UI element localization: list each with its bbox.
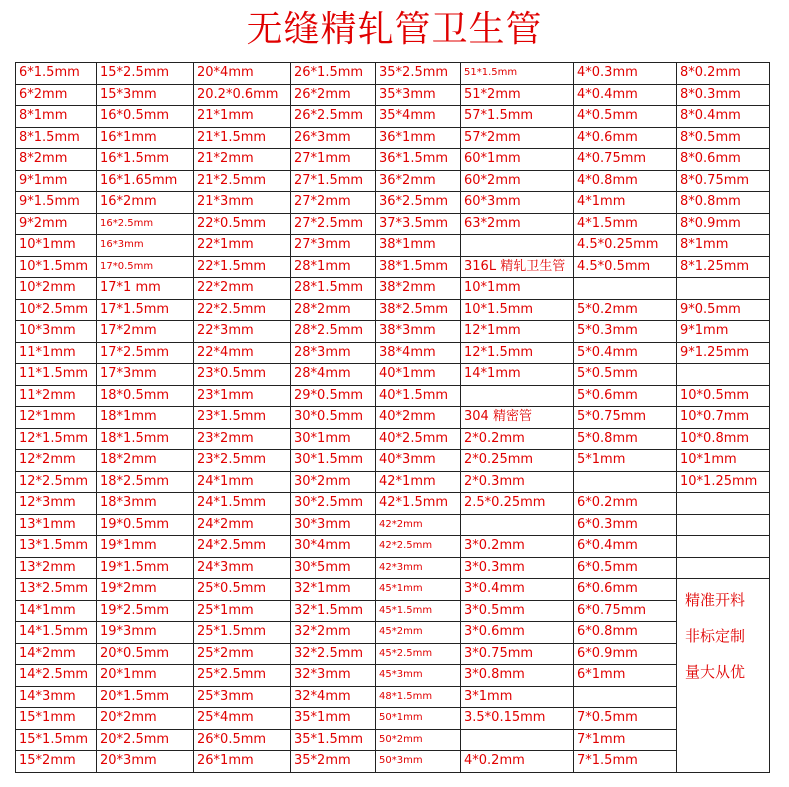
side-note-line: 精准开料 bbox=[685, 591, 746, 609]
table-cell: 20*1.5mm bbox=[97, 686, 194, 708]
table-cell: 8*0.2mm bbox=[677, 63, 770, 85]
table-row bbox=[16, 751, 770, 773]
table-cell: 10*1.5mm bbox=[461, 299, 574, 321]
table-row bbox=[16, 493, 770, 515]
table-row bbox=[16, 729, 770, 751]
table-cell: 10*0.7mm bbox=[677, 407, 770, 429]
table-cell: 32*4mm bbox=[291, 686, 376, 708]
side-note-line: 量大从优 bbox=[685, 663, 746, 681]
table-cell: 13*1mm bbox=[16, 514, 97, 536]
table-cell: 19*2.5mm bbox=[97, 600, 194, 622]
table-cell: 38*2mm bbox=[376, 278, 461, 300]
table-cell: 32*3mm bbox=[291, 665, 376, 687]
table-cell: 3*0.5mm bbox=[461, 600, 574, 622]
table-cell bbox=[461, 514, 574, 536]
table-cell: 38*4mm bbox=[376, 342, 461, 364]
table-cell: 8*1mm bbox=[677, 235, 770, 257]
table-cell: 7*1.5mm bbox=[574, 751, 677, 773]
table-cell: 4*1mm bbox=[574, 192, 677, 214]
table-cell: 16*1.65mm bbox=[97, 170, 194, 192]
table-row bbox=[16, 643, 770, 665]
table-cell: 20*3mm bbox=[97, 751, 194, 773]
table-cell: 8*1mm bbox=[16, 106, 97, 128]
table-cell: 8*2mm bbox=[16, 149, 97, 171]
table-cell: 30*0.5mm bbox=[291, 407, 376, 429]
table-row bbox=[16, 665, 770, 687]
table-cell: 19*1mm bbox=[97, 536, 194, 558]
table-cell: 35*2.5mm bbox=[376, 63, 461, 85]
table-cell: 2*0.3mm bbox=[461, 471, 574, 493]
table-cell: 11*1.5mm bbox=[16, 364, 97, 386]
table-cell: 9*1mm bbox=[677, 321, 770, 343]
table-cell: 50*3mm bbox=[376, 751, 461, 773]
table-row bbox=[16, 579, 770, 601]
table-cell: 10*3mm bbox=[16, 321, 97, 343]
table-cell: 21*1.5mm bbox=[194, 127, 291, 149]
table-cell: 22*0.5mm bbox=[194, 213, 291, 235]
table-cell bbox=[574, 278, 677, 300]
table-cell: 21*2.5mm bbox=[194, 170, 291, 192]
table-cell: 32*1.5mm bbox=[291, 600, 376, 622]
table-cell: 40*3mm bbox=[376, 450, 461, 472]
table-cell bbox=[461, 385, 574, 407]
table-cell: 24*3mm bbox=[194, 557, 291, 579]
table-cell: 16*2.5mm bbox=[97, 213, 194, 235]
table-cell: 12*3mm bbox=[16, 493, 97, 515]
table-cell: 10*0.5mm bbox=[677, 385, 770, 407]
table-cell: 27*1mm bbox=[291, 149, 376, 171]
table-cell: 48*1.5mm bbox=[376, 686, 461, 708]
table-cell: 60*2mm bbox=[461, 170, 574, 192]
table-cell: 8*0.5mm bbox=[677, 127, 770, 149]
table-cell: 16*1mm bbox=[97, 127, 194, 149]
table-cell: 4*0.4mm bbox=[574, 84, 677, 106]
table-cell: 12*1mm bbox=[461, 321, 574, 343]
table-cell: 3*0.75mm bbox=[461, 643, 574, 665]
table-cell: 4*0.5mm bbox=[574, 106, 677, 128]
table-cell bbox=[677, 278, 770, 300]
table-cell: 5*0.2mm bbox=[574, 299, 677, 321]
table-cell: 17*1 mm bbox=[97, 278, 194, 300]
table-cell: 10*1mm bbox=[677, 450, 770, 472]
table-cell: 6*0.9mm bbox=[574, 643, 677, 665]
table-cell: 23*0.5mm bbox=[194, 364, 291, 386]
table-cell: 27*3mm bbox=[291, 235, 376, 257]
table-cell: 3*0.6mm bbox=[461, 622, 574, 644]
table-cell: 13*2mm bbox=[16, 557, 97, 579]
table-row bbox=[16, 342, 770, 364]
table-cell: 25*4mm bbox=[194, 708, 291, 730]
table-cell: 21*2mm bbox=[194, 149, 291, 171]
table-cell: 36*2.5mm bbox=[376, 192, 461, 214]
table-cell: 14*1mm bbox=[461, 364, 574, 386]
table-cell: 9*1.5mm bbox=[16, 192, 97, 214]
table-cell: 21*1mm bbox=[194, 106, 291, 128]
table-row bbox=[16, 557, 770, 579]
table-cell: 11*2mm bbox=[16, 385, 97, 407]
table-cell: 15*3mm bbox=[97, 84, 194, 106]
table-cell: 6*0.6mm bbox=[574, 579, 677, 601]
table-cell: 14*3mm bbox=[16, 686, 97, 708]
table-cell: 5*0.5mm bbox=[574, 364, 677, 386]
table-cell: 12*1.5mm bbox=[461, 342, 574, 364]
table-cell bbox=[574, 686, 677, 708]
table-cell: 35*4mm bbox=[376, 106, 461, 128]
table-cell: 13*1.5mm bbox=[16, 536, 97, 558]
table-cell: 8*1.25mm bbox=[677, 256, 770, 278]
table-cell bbox=[677, 536, 770, 558]
table-cell bbox=[677, 514, 770, 536]
table-cell: 32*2mm bbox=[291, 622, 376, 644]
table-cell: 4*0.3mm bbox=[574, 63, 677, 85]
table-cell: 13*2.5mm bbox=[16, 579, 97, 601]
table-cell: 42*3mm bbox=[376, 557, 461, 579]
table-cell: 57*2mm bbox=[461, 127, 574, 149]
table-row bbox=[16, 149, 770, 171]
table-cell: 45*2mm bbox=[376, 622, 461, 644]
table-cell bbox=[461, 235, 574, 257]
table-cell: 15*2.5mm bbox=[97, 63, 194, 85]
table-cell: 6*0.3mm bbox=[574, 514, 677, 536]
table-cell: 30*3mm bbox=[291, 514, 376, 536]
table-row bbox=[16, 514, 770, 536]
table-cell: 24*2mm bbox=[194, 514, 291, 536]
table-cell: 9*1mm bbox=[16, 170, 97, 192]
table-cell: 30*1.5mm bbox=[291, 450, 376, 472]
table-cell: 26*1mm bbox=[194, 751, 291, 773]
table-cell: 14*1.5mm bbox=[16, 622, 97, 644]
table-cell: 3*1mm bbox=[461, 686, 574, 708]
table-cell: 12*1.5mm bbox=[16, 428, 97, 450]
table-cell: 26*1.5mm bbox=[291, 63, 376, 85]
table-cell: 51*1.5mm bbox=[461, 63, 574, 85]
table-cell: 8*0.4mm bbox=[677, 106, 770, 128]
table-cell: 12*1mm bbox=[16, 407, 97, 429]
table-cell: 28*3mm bbox=[291, 342, 376, 364]
table-cell: 35*1.5mm bbox=[291, 729, 376, 751]
spec-table bbox=[15, 62, 770, 773]
table-cell bbox=[677, 493, 770, 515]
table-cell: 10*1.5mm bbox=[16, 256, 97, 278]
table-cell: 3.5*0.15mm bbox=[461, 708, 574, 730]
table-cell: 18*1.5mm bbox=[97, 428, 194, 450]
table-cell: 18*0.5mm bbox=[97, 385, 194, 407]
table-cell: 36*2mm bbox=[376, 170, 461, 192]
table-cell: 25*2mm bbox=[194, 643, 291, 665]
table-cell: 25*2.5mm bbox=[194, 665, 291, 687]
table-cell: 3*0.8mm bbox=[461, 665, 574, 687]
table-cell: 10*0.8mm bbox=[677, 428, 770, 450]
table-cell: 24*1mm bbox=[194, 471, 291, 493]
table-row bbox=[16, 213, 770, 235]
table-cell: 22*1.5mm bbox=[194, 256, 291, 278]
table-cell: 16*0.5mm bbox=[97, 106, 194, 128]
table-row bbox=[16, 299, 770, 321]
table-cell: 36*1.5mm bbox=[376, 149, 461, 171]
table-cell: 45*2.5mm bbox=[376, 643, 461, 665]
table-cell: 25*3mm bbox=[194, 686, 291, 708]
table-row bbox=[16, 170, 770, 192]
table-cell: 15*1.5mm bbox=[16, 729, 97, 751]
table-cell: 26*3mm bbox=[291, 127, 376, 149]
table-cell: 19*2mm bbox=[97, 579, 194, 601]
page-title: 无缝精轧管卫生管 bbox=[246, 9, 543, 50]
table-cell: 6*0.4mm bbox=[574, 536, 677, 558]
table-cell: 45*3mm bbox=[376, 665, 461, 687]
table-cell bbox=[677, 364, 770, 386]
table-row bbox=[16, 686, 770, 708]
table-cell: 6*0.5mm bbox=[574, 557, 677, 579]
table-cell: 10*2.5mm bbox=[16, 299, 97, 321]
table-cell: 22*1mm bbox=[194, 235, 291, 257]
table-cell: 3*0.2mm bbox=[461, 536, 574, 558]
table-row bbox=[16, 256, 770, 278]
table-cell: 16*2mm bbox=[97, 192, 194, 214]
table-cell: 27*2mm bbox=[291, 192, 376, 214]
table-cell: 35*1mm bbox=[291, 708, 376, 730]
table-cell: 14*1mm bbox=[16, 600, 97, 622]
table-cell: 25*0.5mm bbox=[194, 579, 291, 601]
table-cell: 38*1mm bbox=[376, 235, 461, 257]
table-cell: 17*2.5mm bbox=[97, 342, 194, 364]
table-cell: 6*1.5mm bbox=[16, 63, 97, 85]
table-cell: 4*0.75mm bbox=[574, 149, 677, 171]
table-cell: 38*2.5mm bbox=[376, 299, 461, 321]
table-cell: 30*2mm bbox=[291, 471, 376, 493]
side-note bbox=[677, 579, 770, 773]
side-note-line: 非标定制 bbox=[685, 627, 746, 645]
table-cell: 37*3.5mm bbox=[376, 213, 461, 235]
table-row bbox=[16, 471, 770, 493]
table-row bbox=[16, 84, 770, 106]
table-cell: 28*4mm bbox=[291, 364, 376, 386]
table-cell: 26*0.5mm bbox=[194, 729, 291, 751]
table-cell: 2.5*0.25mm bbox=[461, 493, 574, 515]
table-cell: 51*2mm bbox=[461, 84, 574, 106]
table-cell: 8*0.6mm bbox=[677, 149, 770, 171]
table-cell: 57*1.5mm bbox=[461, 106, 574, 128]
table-cell: 5*0.8mm bbox=[574, 428, 677, 450]
table-cell: 4.5*0.5mm bbox=[574, 256, 677, 278]
table-cell: 19*3mm bbox=[97, 622, 194, 644]
table-cell: 8*1.5mm bbox=[16, 127, 97, 149]
table-cell bbox=[574, 471, 677, 493]
table-cell: 23*2mm bbox=[194, 428, 291, 450]
table-cell: 19*1.5mm bbox=[97, 557, 194, 579]
table-row bbox=[16, 708, 770, 730]
table-cell: 6*2mm bbox=[16, 84, 97, 106]
table-cell: 5*1mm bbox=[574, 450, 677, 472]
table-cell: 27*1.5mm bbox=[291, 170, 376, 192]
table-cell: 30*4mm bbox=[291, 536, 376, 558]
table-cell: 26*2mm bbox=[291, 84, 376, 106]
table-cell: 10*2mm bbox=[16, 278, 97, 300]
table-cell: 8*0.8mm bbox=[677, 192, 770, 214]
table-cell: 45*1.5mm bbox=[376, 600, 461, 622]
table-cell: 42*2.5mm bbox=[376, 536, 461, 558]
table-row bbox=[16, 127, 770, 149]
table-cell: 22*2.5mm bbox=[194, 299, 291, 321]
table-cell: 8*0.3mm bbox=[677, 84, 770, 106]
table-cell: 24*1.5mm bbox=[194, 493, 291, 515]
table-cell: 19*0.5mm bbox=[97, 514, 194, 536]
table-cell: 5*0.4mm bbox=[574, 342, 677, 364]
table-cell: 2*0.25mm bbox=[461, 450, 574, 472]
table-cell: 20*2mm bbox=[97, 708, 194, 730]
table-cell: 40*2.5mm bbox=[376, 428, 461, 450]
table-cell: 60*1mm bbox=[461, 149, 574, 171]
table-cell: 23*2.5mm bbox=[194, 450, 291, 472]
table-cell: 20*2.5mm bbox=[97, 729, 194, 751]
table-cell: 9*2mm bbox=[16, 213, 97, 235]
table-cell: 20.2*0.6mm bbox=[194, 84, 291, 106]
table-cell: 30*2.5mm bbox=[291, 493, 376, 515]
table-row bbox=[16, 106, 770, 128]
table-cell: 6*0.8mm bbox=[574, 622, 677, 644]
table-cell: 12*2.5mm bbox=[16, 471, 97, 493]
table-cell: 304 精密管 bbox=[461, 407, 574, 429]
table-cell: 17*1.5mm bbox=[97, 299, 194, 321]
table-cell: 18*1mm bbox=[97, 407, 194, 429]
table-cell: 42*1.5mm bbox=[376, 493, 461, 515]
table-cell: 4*0.6mm bbox=[574, 127, 677, 149]
table-cell: 38*3mm bbox=[376, 321, 461, 343]
table-cell: 11*1mm bbox=[16, 342, 97, 364]
table-cell: 32*2.5mm bbox=[291, 643, 376, 665]
table-cell: 8*0.75mm bbox=[677, 170, 770, 192]
table-row bbox=[16, 385, 770, 407]
table-cell: 27*2.5mm bbox=[291, 213, 376, 235]
table-cell bbox=[461, 729, 574, 751]
table-cell: 18*3mm bbox=[97, 493, 194, 515]
table-cell: 20*1mm bbox=[97, 665, 194, 687]
table-cell: 40*1.5mm bbox=[376, 385, 461, 407]
table-cell: 9*1.25mm bbox=[677, 342, 770, 364]
table-cell: 18*2.5mm bbox=[97, 471, 194, 493]
table-cell: 4.5*0.25mm bbox=[574, 235, 677, 257]
table-cell: 7*1mm bbox=[574, 729, 677, 751]
table-cell: 22*2mm bbox=[194, 278, 291, 300]
table-row bbox=[16, 321, 770, 343]
table-cell: 17*3mm bbox=[97, 364, 194, 386]
table-cell: 25*1mm bbox=[194, 600, 291, 622]
table-row bbox=[16, 428, 770, 450]
table-cell: 28*2mm bbox=[291, 299, 376, 321]
table-cell: 16*3mm bbox=[97, 235, 194, 257]
table-cell: 5*0.3mm bbox=[574, 321, 677, 343]
table-cell: 23*1mm bbox=[194, 385, 291, 407]
table-cell: 17*2mm bbox=[97, 321, 194, 343]
table-cell: 10*1.25mm bbox=[677, 471, 770, 493]
table-cell: 4*0.2mm bbox=[461, 751, 574, 773]
table-cell: 36*1mm bbox=[376, 127, 461, 149]
table-cell: 50*2mm bbox=[376, 729, 461, 751]
table-cell: 23*1.5mm bbox=[194, 407, 291, 429]
table-cell: 35*3mm bbox=[376, 84, 461, 106]
table-cell: 4*0.8mm bbox=[574, 170, 677, 192]
table-cell: 28*2.5mm bbox=[291, 321, 376, 343]
table-cell: 50*1mm bbox=[376, 708, 461, 730]
table-cell: 20*0.5mm bbox=[97, 643, 194, 665]
table-row bbox=[16, 192, 770, 214]
table-cell: 40*1mm bbox=[376, 364, 461, 386]
table-cell: 4*1.5mm bbox=[574, 213, 677, 235]
table-cell: 26*2.5mm bbox=[291, 106, 376, 128]
table-cell: 3*0.4mm bbox=[461, 579, 574, 601]
table-cell: 8*0.9mm bbox=[677, 213, 770, 235]
table-cell: 9*0.5mm bbox=[677, 299, 770, 321]
table-cell: 38*1.5mm bbox=[376, 256, 461, 278]
table-cell: 32*1mm bbox=[291, 579, 376, 601]
table-cell: 10*1mm bbox=[16, 235, 97, 257]
table-cell: 14*2.5mm bbox=[16, 665, 97, 687]
table-row bbox=[16, 622, 770, 644]
table-row bbox=[16, 536, 770, 558]
table-cell: 45*1mm bbox=[376, 579, 461, 601]
table-cell: 15*2mm bbox=[16, 751, 97, 773]
table-cell: 17*0.5mm bbox=[97, 256, 194, 278]
table-cell: 16*1.5mm bbox=[97, 149, 194, 171]
table-cell: 42*2mm bbox=[376, 514, 461, 536]
table-cell: 20*4mm bbox=[194, 63, 291, 85]
table-cell: 5*0.75mm bbox=[574, 407, 677, 429]
table-cell: 28*1mm bbox=[291, 256, 376, 278]
table-cell: 25*1.5mm bbox=[194, 622, 291, 644]
table-cell: 21*3mm bbox=[194, 192, 291, 214]
table-row bbox=[16, 63, 770, 85]
table-cell: 22*3mm bbox=[194, 321, 291, 343]
table-cell: 24*2.5mm bbox=[194, 536, 291, 558]
table-cell: 40*2mm bbox=[376, 407, 461, 429]
table-cell: 6*1mm bbox=[574, 665, 677, 687]
table-row bbox=[16, 364, 770, 386]
table-row bbox=[16, 235, 770, 257]
table-cell: 5*0.6mm bbox=[574, 385, 677, 407]
table-row bbox=[16, 600, 770, 622]
table-cell: 29*0.5mm bbox=[291, 385, 376, 407]
table-cell: 3*0.3mm bbox=[461, 557, 574, 579]
table-cell: 15*1mm bbox=[16, 708, 97, 730]
table-cell: 6*0.2mm bbox=[574, 493, 677, 515]
table-cell: 14*2mm bbox=[16, 643, 97, 665]
table-cell: 6*0.75mm bbox=[574, 600, 677, 622]
table-cell: 7*0.5mm bbox=[574, 708, 677, 730]
table-cell: 316L 精轧卫生管 bbox=[461, 256, 574, 278]
table-cell bbox=[677, 557, 770, 579]
table-cell: 30*5mm bbox=[291, 557, 376, 579]
table-cell: 60*3mm bbox=[461, 192, 574, 214]
table-cell: 22*4mm bbox=[194, 342, 291, 364]
table-cell: 35*2mm bbox=[291, 751, 376, 773]
table-cell: 28*1.5mm bbox=[291, 278, 376, 300]
table-row bbox=[16, 278, 770, 300]
table-cell: 42*1mm bbox=[376, 471, 461, 493]
table-cell: 18*2mm bbox=[97, 450, 194, 472]
table-cell: 2*0.2mm bbox=[461, 428, 574, 450]
table-cell: 30*1mm bbox=[291, 428, 376, 450]
table-cell: 10*1mm bbox=[461, 278, 574, 300]
table-cell: 63*2mm bbox=[461, 213, 574, 235]
table-row bbox=[16, 450, 770, 472]
table-row bbox=[16, 407, 770, 429]
table-cell: 12*2mm bbox=[16, 450, 97, 472]
